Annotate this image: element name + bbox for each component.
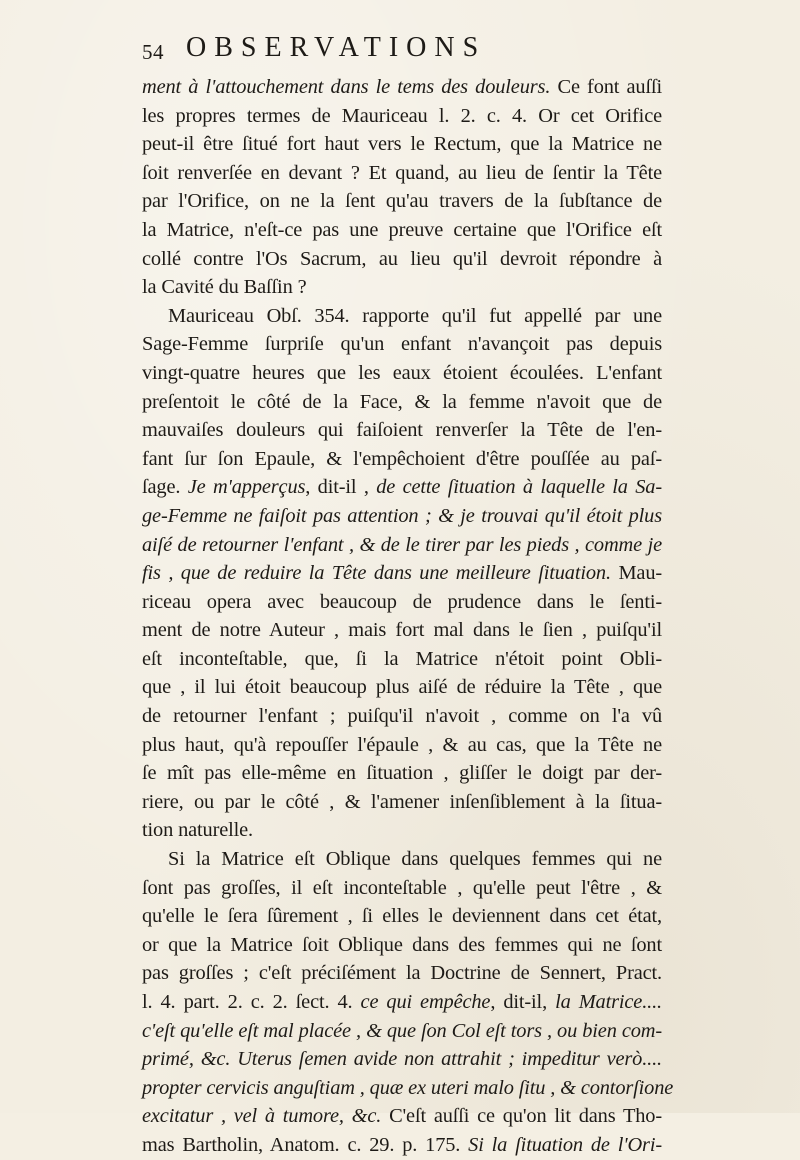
roman-text: eſt inconteſtable, que, ſi la Matrice n'étoit point Obli-: [142, 647, 662, 670]
text-line: [142, 959, 662, 988]
text-line: [142, 816, 662, 845]
text-line: [142, 102, 662, 131]
roman-text: ſage.: [142, 476, 188, 499]
roman-text: , dit-il,: [490, 991, 556, 1013]
running-title: OBSERVATIONS: [186, 32, 487, 63]
text-line: [142, 216, 662, 245]
text-line: [142, 673, 662, 702]
text-line: [142, 845, 662, 874]
roman-text: mauvaiſes douleurs qui faiſoient renverſer la Tête de l'en-: [142, 419, 662, 442]
italic-text: aiſé de retourner l'enfant , & de le tirer par les pieds , comme je: [142, 533, 662, 556]
text-line: [142, 416, 662, 445]
text-line: [142, 187, 662, 216]
italic-text: ge-Femme ne faiſoit pas attention ; & je trouvai qu'il étoit plus: [142, 504, 662, 527]
italic-text: Je m'apperçus: [187, 476, 306, 499]
text-line: [142, 1045, 662, 1074]
italic-text: Si la ſituation de l'Ori-: [468, 1133, 662, 1156]
text-line: [142, 788, 662, 817]
roman-text: la Matrice, n'eſt-ce pas une preuve certaine que l'Orifice eſt: [142, 218, 662, 241]
roman-text: que , il lui étoit beaucoup plus aiſé de réduire la Tête , que: [142, 676, 662, 699]
roman-text: ment de notre Auteur , mais fort mal dans le ſien , puiſqu'il: [142, 619, 662, 642]
text-line: [142, 702, 662, 731]
text-line: [142, 1017, 662, 1046]
roman-text: par l'Orifice, on ne la ſent qu'au travers de la ſubſtance de: [142, 190, 662, 213]
text-line: [142, 473, 662, 502]
text-line: [142, 330, 662, 359]
roman-text: riceau opera avec beaucoup de prudence dans le ſenti-: [142, 590, 662, 613]
roman-text: la Cavité du Baſſin ?: [142, 276, 307, 299]
italic-text: ment à l'attouchement dans le tems des douleurs.: [142, 76, 551, 98]
italic-text: excitatur , vel à tumore, &c.: [142, 1105, 382, 1128]
roman-text: Si la Matrice eſt Oblique dans quelques femmes qui ne: [168, 848, 662, 871]
roman-text: les propres termes de Mauriceau l. 2. c. 4. Or cet Orifice: [142, 104, 662, 127]
text-line: [142, 1131, 662, 1160]
text-line: [142, 616, 662, 645]
text-line: [142, 1074, 674, 1103]
text-line: [142, 302, 662, 331]
text-line: [142, 359, 662, 388]
text-line: [142, 388, 662, 417]
roman-text: ſe mît pas elle-même en ſituation , gliſſer le doigt par der-: [142, 762, 662, 785]
text-line: [142, 531, 662, 560]
text-line: [142, 502, 662, 531]
roman-text: Sage-Femme ſurpriſe qu'un enfant n'avançoit pas depuis: [142, 333, 662, 356]
roman-text: qu'elle le ſera ſûrement , ſi elles le deviennent dans cet état,: [142, 905, 662, 928]
roman-text: preſentoit le côté de la Face, & la femme n'avoit que de: [142, 390, 662, 413]
text-line: [142, 445, 662, 474]
text-line: [142, 645, 662, 674]
italic-text: ce qui empêche: [360, 991, 491, 1013]
italic-text: de cette ſituation à laquelle la Sa-: [376, 476, 662, 499]
italic-text: primé, &c. Uterus ſemen avide non attrahit ; impeditur verò....: [142, 1048, 662, 1071]
roman-text: peut-il être ſitué fort haut vers le Rectum, que la Matrice ne: [142, 133, 662, 156]
roman-text: Mau-: [610, 562, 663, 585]
roman-text: pas groſſes ; c'eſt préciſément la Doctrine de Sennert, Pract.: [142, 962, 662, 985]
roman-text: l. 4. part. 2. c. 2. ſect. 4.: [142, 991, 361, 1013]
text-line: [142, 902, 662, 931]
roman-text: Mauriceau Obſ. 354. rapporte qu'il fut appellé par une: [168, 304, 662, 327]
roman-text: or que la Matrice ſoit Oblique dans des femmes qui ne ſont: [142, 933, 662, 956]
italic-text: propter cervicis anguſtiam , quæ ex uteri malo ſitu , & contorſione: [142, 1076, 674, 1099]
text-line: [142, 559, 662, 588]
roman-text: de retourner l'enfant ; puiſqu'il n'avoit , comme on l'a vû: [142, 705, 662, 728]
text-line: [142, 731, 662, 760]
text-line: [142, 130, 662, 159]
roman-text: collé contre l'Os Sacrum, au lieu qu'il devroit répondre à: [142, 247, 662, 270]
text-line: [142, 759, 662, 788]
text-line: [142, 1102, 662, 1131]
roman-text: plus haut, qu'à repouſſer l'épaule , & au cas, que la Tête ne: [142, 733, 662, 756]
body-text: [142, 73, 674, 1160]
roman-text: fant ſur ſon Epaule, & l'empêchoient d'être pouſſée au paſ-: [142, 447, 662, 470]
text-line: [142, 273, 662, 302]
italic-text: fis , que de reduire la Tête dans une meilleure ſituation.: [142, 562, 611, 585]
roman-text: C'eſt auſſi ce qu'on lit dans Tho-: [381, 1105, 662, 1128]
text-line: [142, 73, 662, 102]
roman-text: tion naturelle.: [142, 819, 253, 842]
roman-text: ſont pas groſſes, il eſt inconteſtable , qu'elle peut l'être , &: [142, 876, 662, 899]
roman-text: Ce font auſſi: [550, 76, 662, 98]
roman-text: mas Bartholin, Anatom. c. 29. p. 175.: [142, 1133, 469, 1156]
roman-text: vingt-quatre heures que les eaux étoient écoulées. L'enfant: [142, 361, 662, 384]
italic-text: c'eſt qu'elle eſt mal placée , & que ſon Col eſt tors , ou bien com-: [142, 1019, 662, 1042]
italic-text: la Matrice....: [555, 991, 662, 1013]
roman-text: riere, ou par le côté , & l'amener inſenſiblement à la ſitua-: [142, 790, 662, 813]
roman-text: ſoit renverſée en devant ? Et quand, au lieu de ſentir la Tête: [142, 161, 662, 184]
page-number: 54: [142, 40, 164, 64]
text-line: [142, 874, 662, 903]
text-line: [142, 931, 662, 960]
text-line: [142, 159, 662, 188]
text-line: [142, 588, 662, 617]
text-line: [142, 245, 662, 274]
text-line: [142, 988, 662, 1017]
page-header: [142, 32, 662, 74]
roman-text: , dit-il ,: [305, 476, 377, 499]
